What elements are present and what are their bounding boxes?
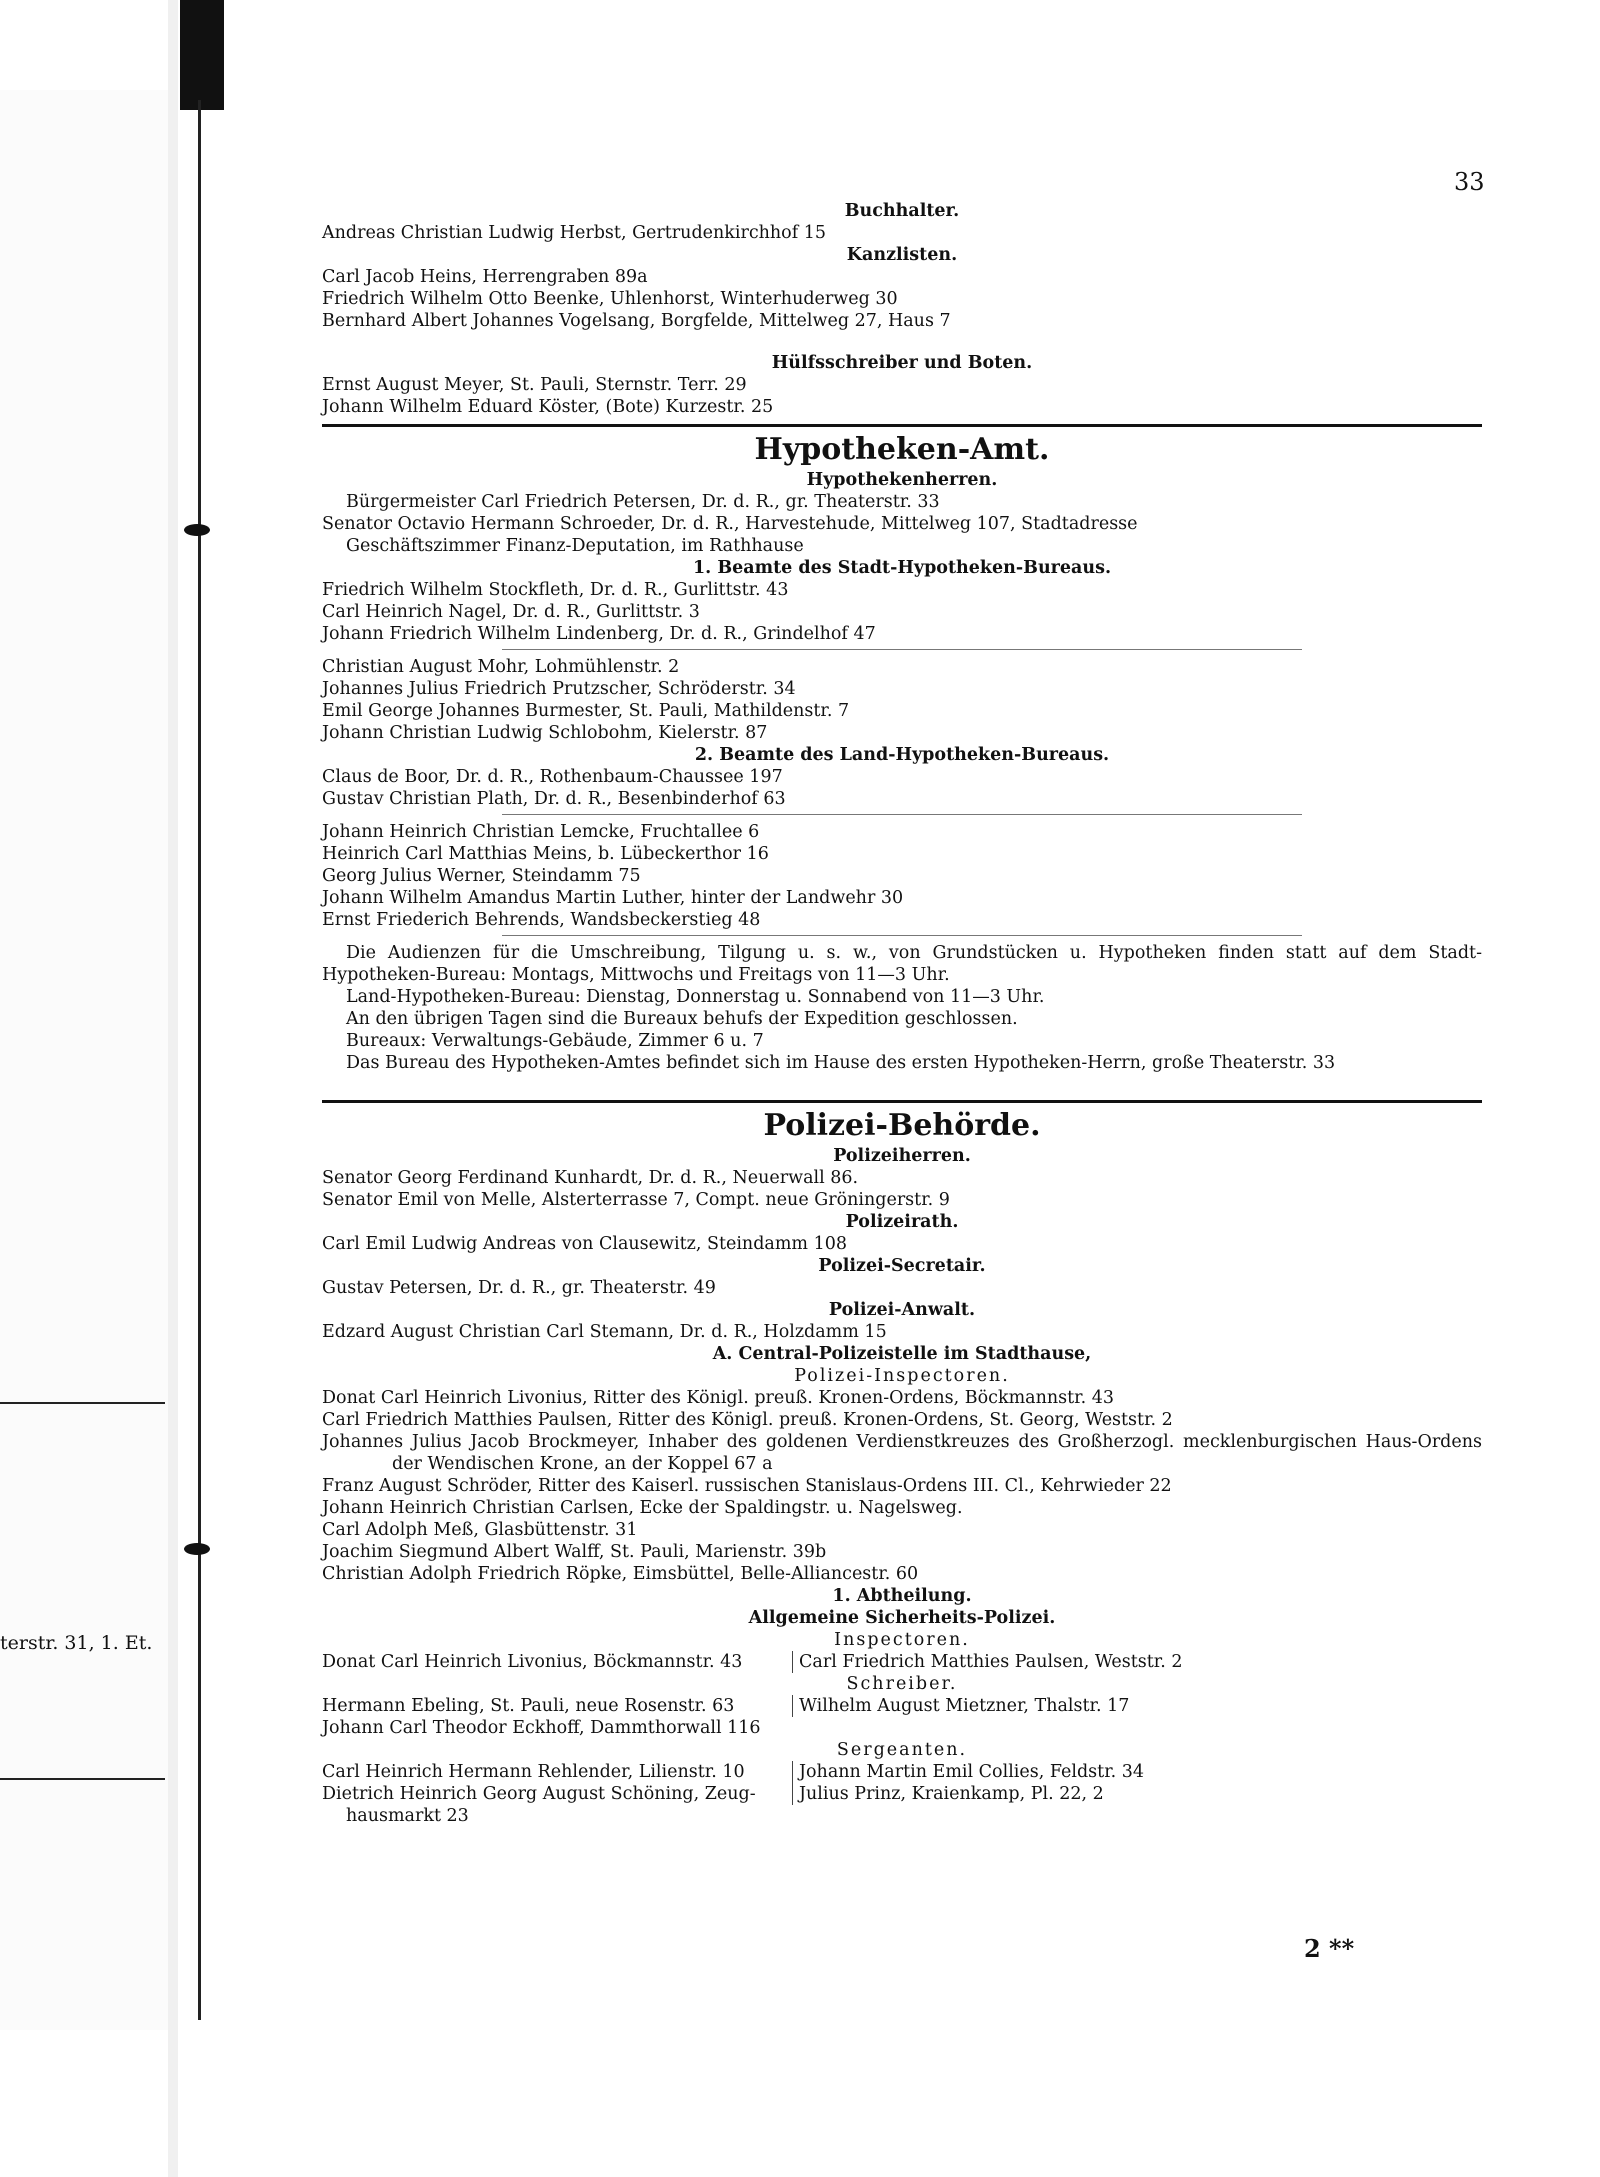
entry-line: Johannes Julius Friedrich Prutzscher, Schröderstr. 34 (322, 679, 796, 699)
entry-line: Andreas Christian Ludwig Herbst, Gertrudenkirchhof 15 (322, 223, 827, 243)
entry-line: Georg Julius Werner, Steindamm 75 (322, 866, 641, 886)
section-heading-kanzlisten: Kanzlisten. (846, 245, 958, 265)
section-heading-huelfsschreiber: Hülfsschreiber und Boten. (771, 353, 1033, 373)
subheading-central-polizeistelle: A. Central-Polizeistelle im Stadthause, (712, 1344, 1092, 1364)
entry-line: Bürgermeister Carl Friedrich Petersen, Dr. d. R., gr. Theaterstr. 33 (346, 492, 940, 512)
spine-clamp (180, 0, 224, 110)
subheading-inspectoren: Inspectoren. (834, 1630, 970, 1650)
entry-separator (502, 935, 1302, 936)
entry-separator (502, 649, 1302, 650)
entry-line: Claus de Boor, Dr. d. R., Rothenbaum-Chaussee 197 (322, 767, 783, 787)
entry-line: Joachim Siegmund Albert Walff, St. Pauli, Marienstr. 39b (322, 1542, 827, 1562)
section-title-hypotheken-amt: Hypotheken-Amt. (754, 432, 1050, 467)
left-column-entry: Donat Carl Heinrich Livonius, Böckmannstr. 43 (322, 1651, 793, 1673)
entry-line: Johann Carl Theodor Eckhoff, Dammthorwall 116 (322, 1718, 761, 1738)
subheading-abtheilung: 1. Abtheilung. (832, 1586, 972, 1606)
notice-paragraph: Die Audienzen für die Umschreibung, Tilgung u. s. w., von Grundstücken u. Hypotheken finden statt auf dem Stadt-Hypotheken-Bureau: Montags, Mittwochs und Freitags von 11—3 Uhr. (322, 943, 1482, 985)
entry-line: Carl Friedrich Matthies Paulsen, Ritter des Königl. preuß. Kronen-Ordens, St. Georg, Weststr. 2 (322, 1410, 1173, 1430)
subheading-polizei-anwalt: Polizei-Anwalt. (828, 1300, 976, 1320)
entry-line: Christian Adolph Friedrich Röpke, Eimsbüttel, Belle-Alliancestr. 60 (322, 1564, 919, 1584)
entry-line: Edzard August Christian Carl Stemann, Dr. d. R., Holzdamm 15 (322, 1322, 887, 1342)
entry-line: Ernst Friederich Behrends, Wandsbeckerstieg 48 (322, 910, 761, 930)
entry-line: Carl Heinrich Nagel, Dr. d. R., Gurlittstr. 3 (322, 602, 700, 622)
entry-line: Donat Carl Heinrich Livonius, Ritter des Königl. preuß. Kronen-Ordens, Böckmannstr. 43 (322, 1388, 1115, 1408)
two-column-row (322, 1783, 1482, 1805)
previous-page-edge (0, 90, 170, 2030)
entry-line: Carl Emil Ludwig Andreas von Clausewitz, Steindamm 108 (322, 1234, 847, 1254)
entry-line: Johann Heinrich Christian Lemcke, Fruchtallee 6 (322, 822, 760, 842)
signature-mark: 2 ** (1304, 1934, 1355, 1963)
subheading-land-bureau: 2. Beamte des Land-Hypotheken-Bureaus. (694, 745, 1110, 765)
left-column-entry: Hermann Ebeling, St. Pauli, neue Rosenstr. 63 (322, 1695, 793, 1717)
section-divider (322, 424, 1482, 427)
right-column-entry: Wilhelm August Mietzner, Thalstr. 17 (799, 1696, 1130, 1716)
entry-line: Carl Adolph Meß, Glasbüttenstr. 31 (322, 1520, 638, 1540)
entry-line: Christian August Mohr, Lohmühlenstr. 2 (322, 657, 680, 677)
entry-line: Johann Wilhelm Amandus Martin Luther, hinter der Landwehr 30 (322, 888, 904, 908)
entry-line: Gustav Petersen, Dr. d. R., gr. Theaterstr. 49 (322, 1278, 716, 1298)
section-heading-buchhalter: Buchhalter. (844, 201, 960, 221)
subheading-polizeiherren: Polizeiherren. (833, 1146, 971, 1166)
subheading-polizeirath: Polizeirath. (845, 1212, 959, 1232)
entry-line: hausmarkt 23 (346, 1806, 469, 1826)
page-content (322, 200, 1482, 1827)
spacer (322, 1074, 1482, 1094)
notice-line: Bureaux: Verwaltungs-Gebäude, Zimmer 6 u. 7 (346, 1031, 764, 1051)
subheading-polizei-secretair: Polizei-Secretair. (818, 1256, 986, 1276)
left-column-entry: Dietrich Heinrich Georg August Schöning, Zeug- (322, 1783, 793, 1805)
entry-line: Geschäftszimmer Finanz-Deputation, im Rathhause (346, 536, 804, 556)
subheading-stadt-bureau: 1. Beamte des Stadt-Hypotheken-Bureaus. (692, 558, 1112, 578)
two-column-row (322, 1651, 1482, 1673)
entry-line: Johann Wilhelm Eduard Köster, (Bote) Kurzestr. 25 (322, 397, 774, 417)
binding-clip (184, 1543, 210, 1555)
entry-line: Johann Friedrich Wilhelm Lindenberg, Dr. d. R., Grindelhof 47 (322, 624, 876, 644)
entry-line: Senator Octavio Hermann Schroeder, Dr. d. R., Harvestehude, Mittelweg 107, Stadtadresse (322, 514, 1138, 534)
notice-paragraph: Das Bureau des Hypotheken-Amtes befindet sich im Hause des ersten Hypotheken-Herrn, große Theaterstr. 33 (346, 1053, 1336, 1073)
right-column-entry: Johann Martin Emil Collies, Feldstr. 34 (799, 1762, 1145, 1782)
previous-page-rule (0, 1778, 165, 1780)
subheading-sergeanten: Sergeanten. (836, 1740, 968, 1760)
entry-separator (502, 814, 1302, 815)
entry-line: Senator Emil von Melle, Alsterterrasse 7, Compt. neue Gröningerstr. 9 (322, 1190, 950, 1210)
entry-line: Franz August Schröder, Ritter des Kaiserl. russischen Stanislaus-Ordens III. Cl., Kehrwieder 22 (322, 1476, 1172, 1496)
spacer (322, 332, 1482, 352)
spine-line (198, 100, 201, 2020)
subheading-sicherheits-polizei: Allgemeine Sicherheits-Polizei. (748, 1608, 1056, 1628)
entry-line: Johann Christian Ludwig Schlobohm, Kielerstr. 87 (322, 723, 768, 743)
notice-line: Land-Hypotheken-Bureau: Dienstag, Donnerstag u. Sonnabend von 11—3 Uhr. (346, 987, 1045, 1007)
entry-line: Ernst August Meyer, St. Pauli, Sternstr. Terr. 29 (322, 375, 747, 395)
right-column-entry: Julius Prinz, Kraienkamp, Pl. 22, 2 (799, 1784, 1104, 1804)
entry-line: Senator Georg Ferdinand Kunhardt, Dr. d. R., Neuerwall 86. (322, 1168, 859, 1188)
previous-page-fragment: terstr. 31, 1. Et. (0, 1632, 153, 1654)
entry-line: Carl Jacob Heins, Herrengraben 89a (322, 267, 648, 287)
subheading-schreiber: Schreiber. (846, 1674, 958, 1694)
subheading-hypothekenherren: Hypothekenherren. (806, 470, 998, 490)
previous-page-rule (0, 1402, 165, 1404)
binding-clip (184, 524, 210, 536)
two-column-row (322, 1761, 1482, 1783)
section-divider (322, 1100, 1482, 1103)
entry-line: Friedrich Wilhelm Otto Beenke, Uhlenhorst, Winterhuderweg 30 (322, 289, 898, 309)
two-column-row (322, 1695, 1482, 1717)
entry-line: Friedrich Wilhelm Stockfleth, Dr. d. R., Gurlittstr. 43 (322, 580, 789, 600)
entry-line: Heinrich Carl Matthias Meins, b. Lübeckerthor 16 (322, 844, 769, 864)
document-page (232, 0, 1600, 2177)
entry-line: Bernhard Albert Johannes Vogelsang, Borgfelde, Mittelweg 27, Haus 7 (322, 311, 951, 331)
notice-line: An den übrigen Tagen sind die Bureaux behufs der Expedition geschlossen. (346, 1009, 1018, 1029)
entry-line: Gustav Christian Plath, Dr. d. R., Besenbinderhof 63 (322, 789, 786, 809)
left-column-entry: Carl Heinrich Hermann Rehlender, Lilienstr. 10 (322, 1761, 793, 1783)
entry-line: Emil George Johannes Burmester, St. Pauli, Mathildenstr. 7 (322, 701, 850, 721)
section-title-polizei-behoerde: Polizei-Behörde. (763, 1108, 1041, 1143)
page-number: 33 (1454, 168, 1485, 196)
entry-line: Johannes Julius Jacob Brockmeyer, Inhaber des goldenen Verdienstkreuzes des Großherzogl. mecklenburgischen Haus-Ordens der Wendischen Krone, an der Koppel 67 a (322, 1432, 1482, 1474)
entry-line: Johann Heinrich Christian Carlsen, Ecke der Spaldingstr. u. Nagelsweg. (322, 1498, 963, 1518)
book-spine (174, 0, 230, 2177)
right-column-entry: Carl Friedrich Matthies Paulsen, Weststr. 2 (799, 1652, 1183, 1672)
subheading-polizei-inspectoren: Polizei-Inspectoren. (794, 1366, 1010, 1386)
